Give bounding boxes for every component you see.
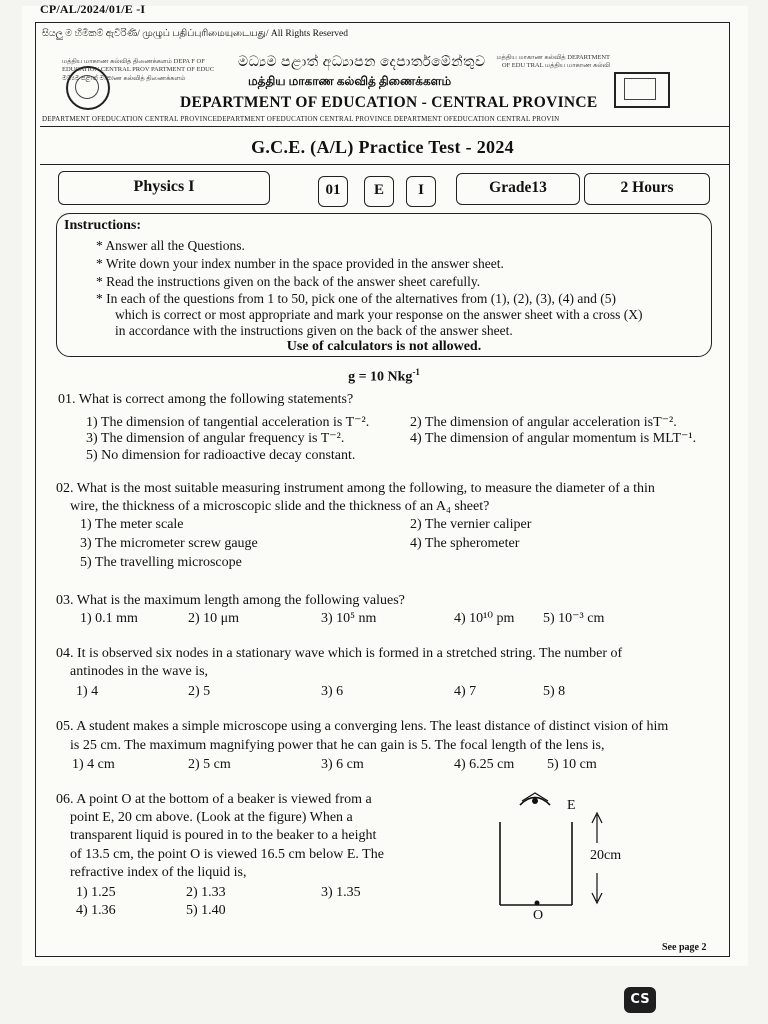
question-stem: of 13.5 cm, the point O is viewed 16.5 cm below E. The xyxy=(70,847,384,862)
instructions-title: Instructions: xyxy=(64,218,142,233)
province-logo-inner xyxy=(624,78,656,100)
answer-option: 3) The micrometer screw gauge xyxy=(80,536,258,551)
code-box-paper: 01 xyxy=(318,176,348,207)
answer-option: 3) 1.35 xyxy=(321,885,361,900)
height-label: 20cm xyxy=(590,848,622,863)
code-box-medium: E xyxy=(364,176,394,207)
code-box-part: I xyxy=(406,176,436,207)
question-stem: 01. What is correct among the following statements? xyxy=(58,392,354,407)
answer-option: 2) The vernier caliper xyxy=(410,517,532,532)
answer-option: 3) The dimension of angular frequency is T⁻². xyxy=(86,431,345,446)
instruction-item: * Answer all the Questions. xyxy=(96,238,245,253)
answer-option: 4) 7 xyxy=(454,684,477,699)
divider xyxy=(40,164,730,165)
see-page-note: See page 2 xyxy=(662,942,707,953)
tamil-title: மத்திய மாகாண கல்வித் திணைக்களம் xyxy=(248,74,452,88)
answer-option: 5) 10 cm xyxy=(547,757,597,772)
question-stem: transparent liquid is poured in to the beaker to a height xyxy=(70,828,377,843)
answer-option: 4) The spherometer xyxy=(410,536,520,551)
paper-code: CP/AL/2024/01/E -I xyxy=(40,2,146,16)
answer-option: 2) 1.33 xyxy=(186,885,226,900)
question-stem: is 25 cm. The maximum magnifying power that he can gain is 5. The focal length of the lens is, xyxy=(70,738,605,753)
question-stem: 06. A point O at the bottom of a beaker is viewed from a xyxy=(56,792,372,807)
header-right-small-text: மத்திய மாகாண கல்வித் DEPARTMENT OF EDU TRAL மத்திய மாகாண கல்வி xyxy=(496,54,610,70)
header-left-small-text: மத்திய மாகாண கல்வித் திணைக்களம் DEPA F OF EDUCATION CENTRAL PROV PARTMENT OF EDUC මධ්‍යම පළාත් මාකාண கல்வித் திணைக்களம் xyxy=(62,58,215,82)
question-stem: refractive index of the liquid is, xyxy=(70,865,247,880)
question-stem: wire, the thickness of a microscopic slide and the thickness of an A₄ sheet? xyxy=(70,499,490,514)
question-stem: 05. A student makes a simple microscope using a converging lens. The least distance of distinct vision of him xyxy=(56,719,669,734)
answer-option: 2) The dimension of angular acceleration isT⁻². xyxy=(410,415,677,430)
grade-box: Grade13 xyxy=(456,173,580,205)
question-stem: antinodes in the wave is, xyxy=(70,664,209,679)
answer-option: 4) 6.25 cm xyxy=(454,757,515,772)
beaker-outline xyxy=(500,822,572,905)
answer-option: 1) 0.1 mm xyxy=(80,611,138,626)
instruction-item: * In each of the questions from 1 to 50, pick one of the alternatives from (1), (2), (3), (4) and (5) xyxy=(96,291,616,306)
exam-title: G.C.E. (A/L) Practice Test - 2024 xyxy=(251,137,514,157)
answer-option: 1) 4 xyxy=(76,684,99,699)
answer-option: 5) No dimension for radioactive decay constant. xyxy=(86,448,356,463)
question-stem: point E, 20 cm above. (Look at the figure) When a xyxy=(70,810,353,825)
divider xyxy=(40,126,730,127)
department-band: DEPARTMENT OFEDUCATION CENTRAL PROVINCEDEPARTMENT OFEDUCATION CENTRAL PROVINCE DEPARTMENT OFEDUCATION CENTRAL PROVIN xyxy=(42,115,560,123)
answer-option: 1) 4 cm xyxy=(72,757,115,772)
answer-option: 2) 10 μm xyxy=(188,611,240,626)
answer-option: 5) 10⁻³ cm xyxy=(543,611,605,626)
subject-box: Physics I xyxy=(58,171,270,205)
instruction-item: * Write down your index number in the space provided in the answer sheet. xyxy=(96,256,504,271)
calculator-note: Use of calculators is not allowed. xyxy=(286,339,482,354)
instruction-item: which is correct or most appropriate and mark your response on the answer sheet with a cross (X) xyxy=(115,307,643,322)
answer-option: 1) The meter scale xyxy=(80,517,184,532)
sinhala-title: මධ්‍යම පළාත් අධ්‍යාපන දෙපාර්තමේන්තුව xyxy=(238,55,486,70)
answer-option: 2) 5 xyxy=(188,684,211,699)
answer-option: 3) 6 xyxy=(321,684,344,699)
question-stem: 04. It is observed six nodes in a stationary wave which is formed in a stretched string. The number of xyxy=(56,646,623,661)
instruction-item: * Read the instructions given on the back of the answer sheet carefully. xyxy=(96,274,481,289)
gravity-constant: g = 10 Nkg$^{-1}$ xyxy=(348,367,420,385)
point-o-marker xyxy=(535,901,540,906)
answer-option: 5) 1.40 xyxy=(186,903,226,918)
height-arrow-down xyxy=(592,873,602,903)
question-stem: 03. What is the maximum length among the following values? xyxy=(56,593,405,608)
answer-option: 5) The travelling microscope xyxy=(80,555,242,570)
answer-option: 3) 6 cm xyxy=(321,757,364,772)
point-label: O xyxy=(533,908,544,923)
instruction-item: in accordance with the instructions given on the back of the answer sheet. xyxy=(115,323,513,338)
height-arrow-up xyxy=(592,813,602,843)
question-stem: 02. What is the most suitable measuring instrument among the following, to measure the diameter of a thin xyxy=(56,481,655,496)
duration-box: 2 Hours xyxy=(584,173,710,205)
answer-option: 4) 10¹⁰ pm xyxy=(454,611,515,626)
rights-line: සියලු ම හිමිකම් ඇවිරිණි/ முழுப் பதிப்புரிமையுடையது/ All Rights Reserved xyxy=(42,29,348,39)
answer-option: 4) The dimension of angular momentum is MLT⁻¹. xyxy=(410,431,697,446)
answer-option: 3) 10⁵ nm xyxy=(321,611,377,626)
answer-option: 4) 1.36 xyxy=(76,903,116,918)
answer-option: 1) The dimension of tangential acceleration is T⁻². xyxy=(86,415,370,430)
eye-label: E xyxy=(567,798,576,813)
answer-option: 5) 8 xyxy=(543,684,566,699)
answer-option: 1) 1.25 xyxy=(76,885,116,900)
camscanner-badge: CS xyxy=(624,987,656,1013)
department-title: DEPARTMENT OF EDUCATION - CENTRAL PROVINCE xyxy=(180,94,598,111)
eye-icon xyxy=(520,793,550,805)
answer-option: 2) 5 cm xyxy=(188,757,231,772)
